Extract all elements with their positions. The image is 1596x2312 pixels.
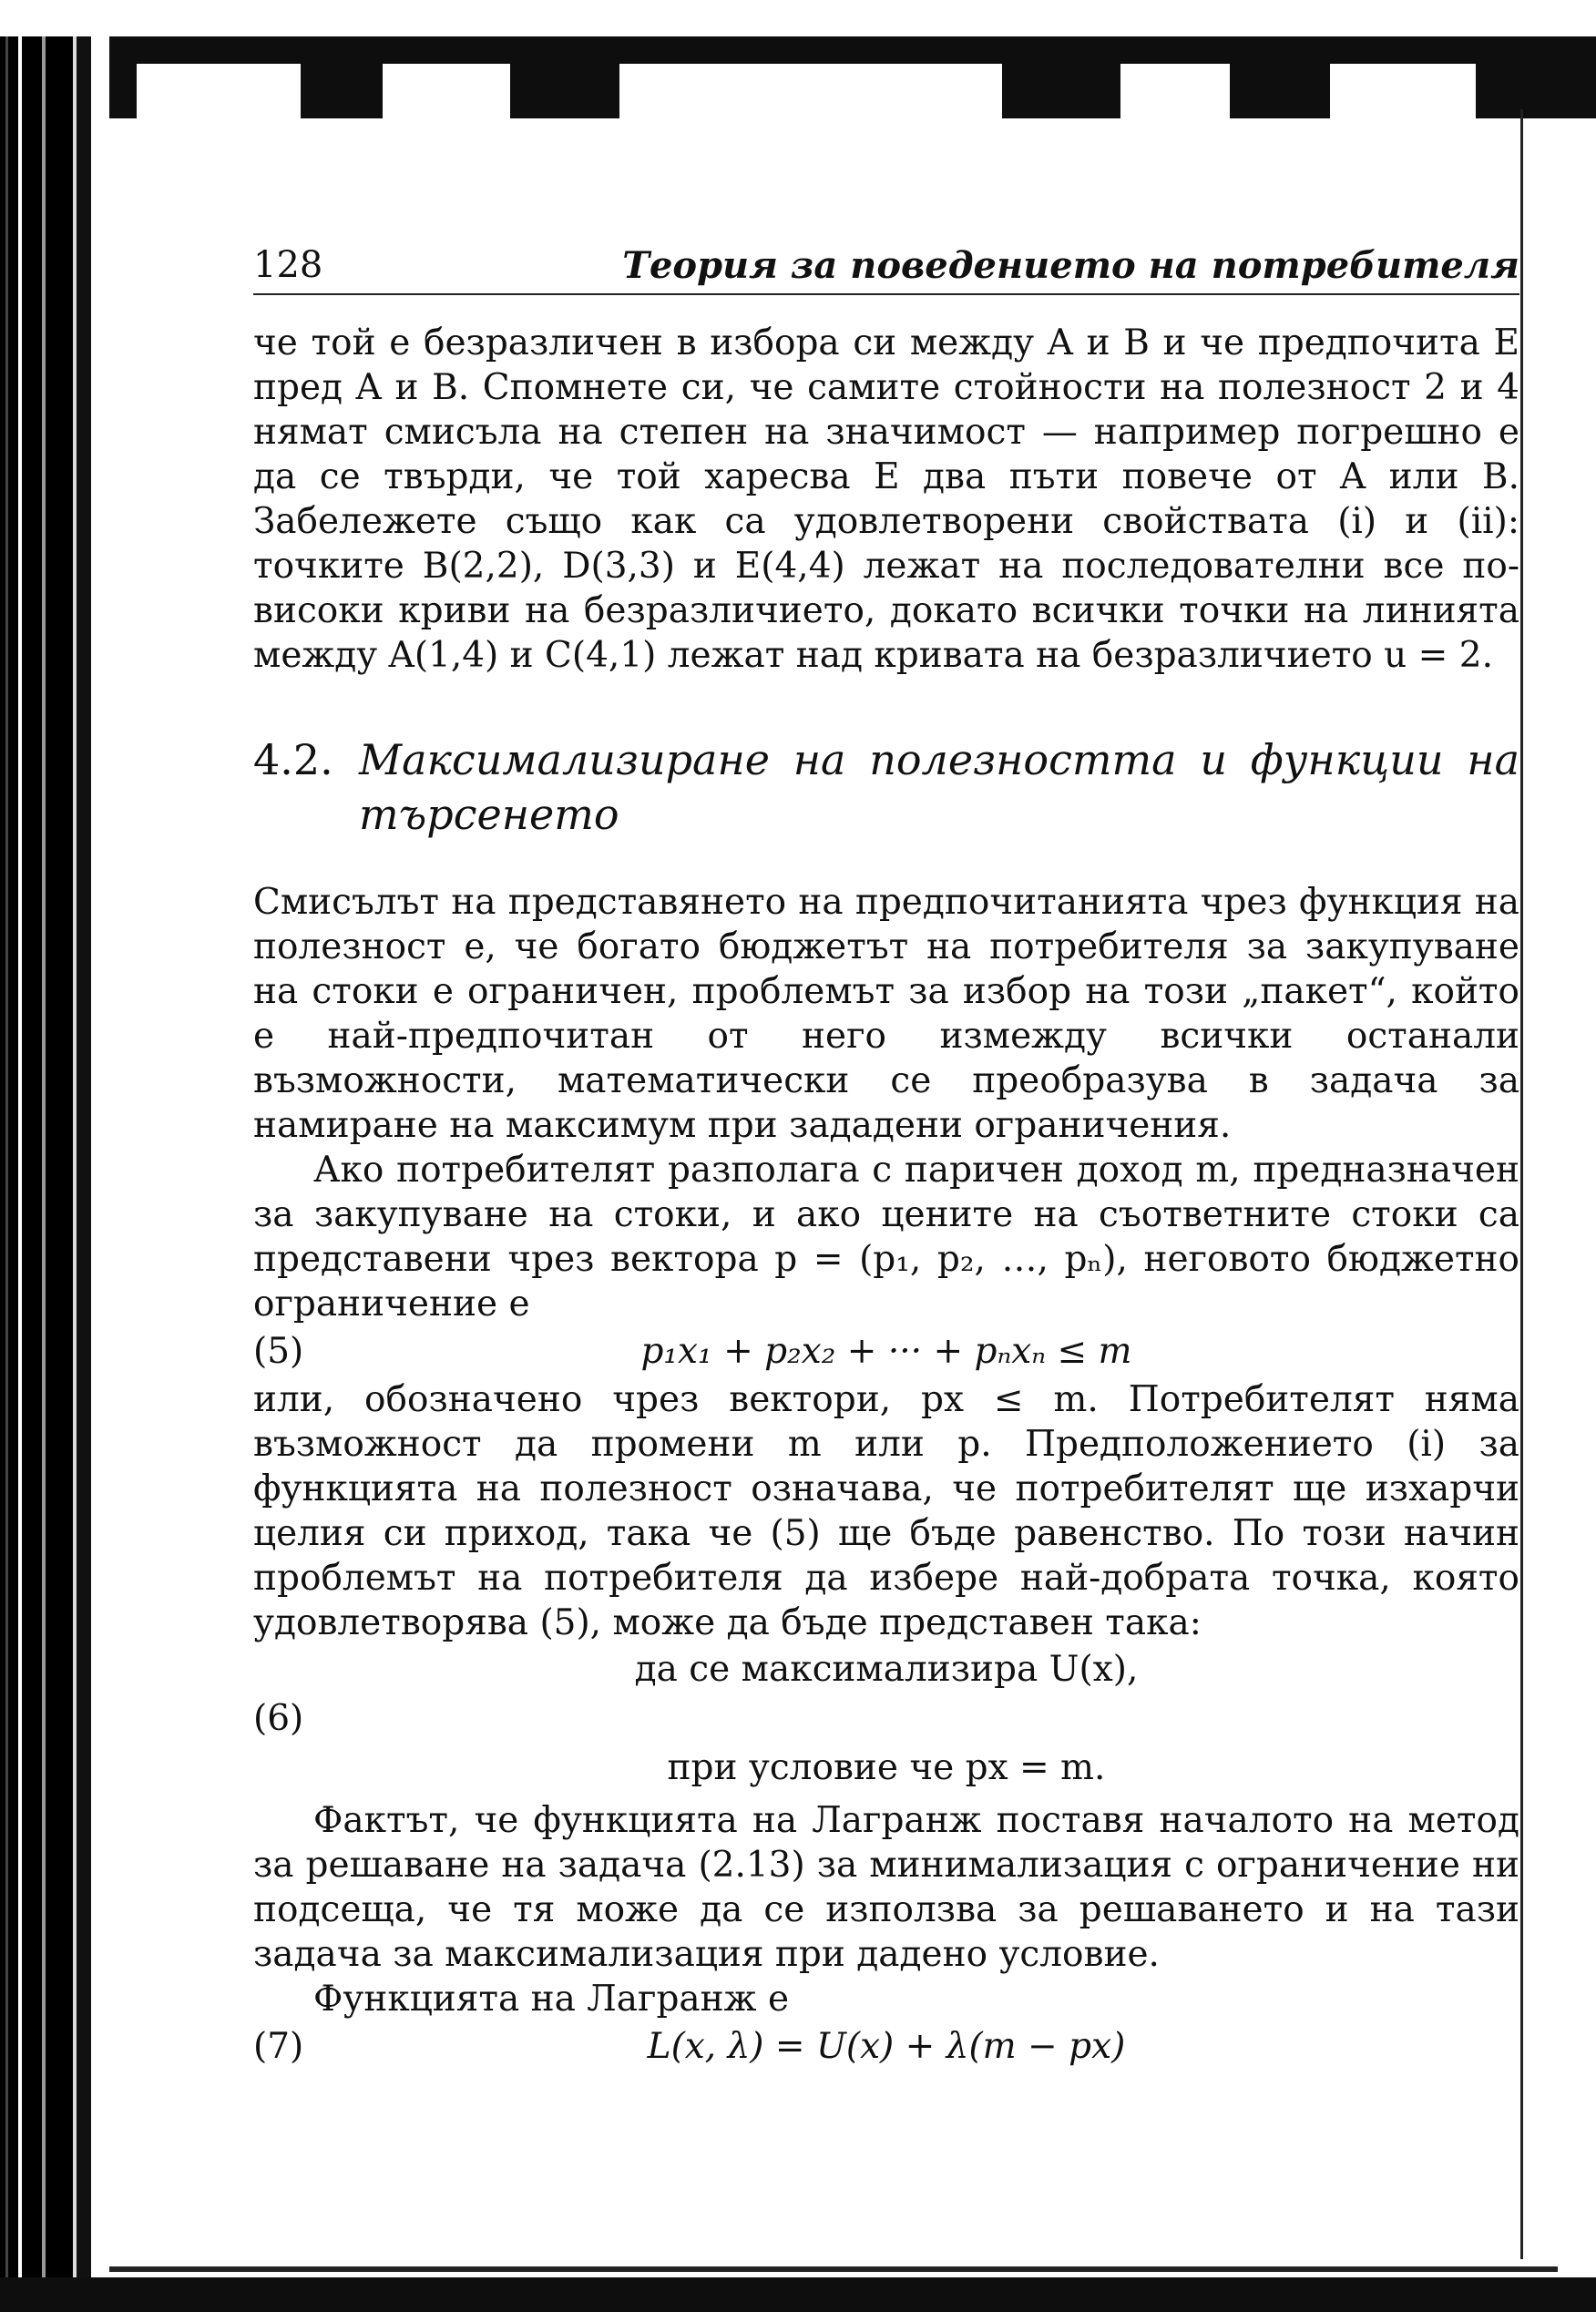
- equation-number: (7): [253, 2026, 304, 2067]
- equation-5: [253, 1326, 1519, 1377]
- page-header: [253, 240, 1519, 295]
- book-page: [253, 240, 1519, 2072]
- equation-constraint: при условие че px = m.: [667, 1747, 1106, 1788]
- equation-6: [253, 1645, 1519, 1798]
- paragraph: Фактът, че функцията на Лагранж поставя началото на метод за решаване на задача (2.13) за минимализация с ограничение ни подсеща, че тя може да се използва за решаването и на тази задача за максимализация при дадено условие.: [253, 1800, 1519, 1975]
- scan-top-notch: [1330, 64, 1476, 128]
- equation-objective: да се максимализира U(x),: [634, 1649, 1139, 1690]
- scan-top-notch: [1120, 64, 1230, 128]
- scan-top-notch: [137, 64, 301, 128]
- section-heading: [253, 732, 1519, 842]
- paragraph: че той е безразличен в избора си между A и B и че предпочита E пред A и B. Спомнете си, че самите стойности на полезност 2 и 4 нямат смисъла на степен на значимост — например погрешно е да се твърди, че той харесва E два пъти повече от A или B. Забележете също как са удовлетворени свойствата (i) и (ii): точките B(2,2), D(3,3) и E(4,4) лежат на последователни все по-високи криви на безразличието, докато всички точки на линията между A(1,4) и C(4,1) лежат над кривата на безразличието u = 2.: [253, 322, 1519, 676]
- equation-body: p₁x₁ + p₂x₂ + ··· + pₙxₙ ≤ m: [640, 1331, 1132, 1372]
- paragraph: Функцията на Лагранж е: [313, 1979, 790, 2020]
- paragraph: Смисълът на представянето на предпочитанията чрез функция на полезност е, че богато бюджетът на потребителя за закупуване на стоки е ограничен, проблемът за избор на този „пакет“, който е най-предпочитан от него измежду всички останали възможности, математически се преобразува в задача за намиране на максимум при зададени ограничения.: [253, 882, 1519, 1146]
- scan-top-notch: [383, 64, 510, 128]
- paragraph: Ако потребителят разполага с паричен доход m, предназначен за закупуване на стоки, и ако цените на съответните стоки са представени чрез вектора p = (p₁, p₂, …, pₙ), неговото бюджетно ограничение е: [253, 1150, 1519, 1325]
- equation-number: (5): [253, 1331, 304, 1372]
- equation-number: (6): [253, 1698, 304, 1739]
- equation-body: L(x, λ) = U(x) + λ(m − px): [647, 2026, 1126, 2067]
- page-number: 128: [253, 244, 323, 286]
- scan-bottom-line: [109, 2266, 1558, 2272]
- running-title: Теория за поведението на потребителя: [622, 244, 1519, 287]
- equation-7: [253, 2021, 1519, 2072]
- page-body: [253, 321, 1519, 2072]
- paragraph: или, обозначено чрез вектори, px ≤ m. Потребителят няма възможност да промени m или p. Предположението (i) за функцията на полезност означава, че потребителят ще изхарчи целия си приход, така че (5) ще бъде равенство. По този начин проблемът на потребителя да избере най-добрата точка, която удовлетворява (5), може да бъде представен така:: [253, 1379, 1519, 1643]
- scan-left-edge: [0, 36, 109, 2296]
- scan-right-frame: [1520, 109, 1560, 2259]
- section-title: Максимализиране на полезността и функции на търсенето: [359, 735, 1519, 839]
- scan-top-notch: [619, 64, 1002, 128]
- section-number: 4.2.: [253, 735, 333, 784]
- scan-bottom-border: [0, 2277, 1596, 2312]
